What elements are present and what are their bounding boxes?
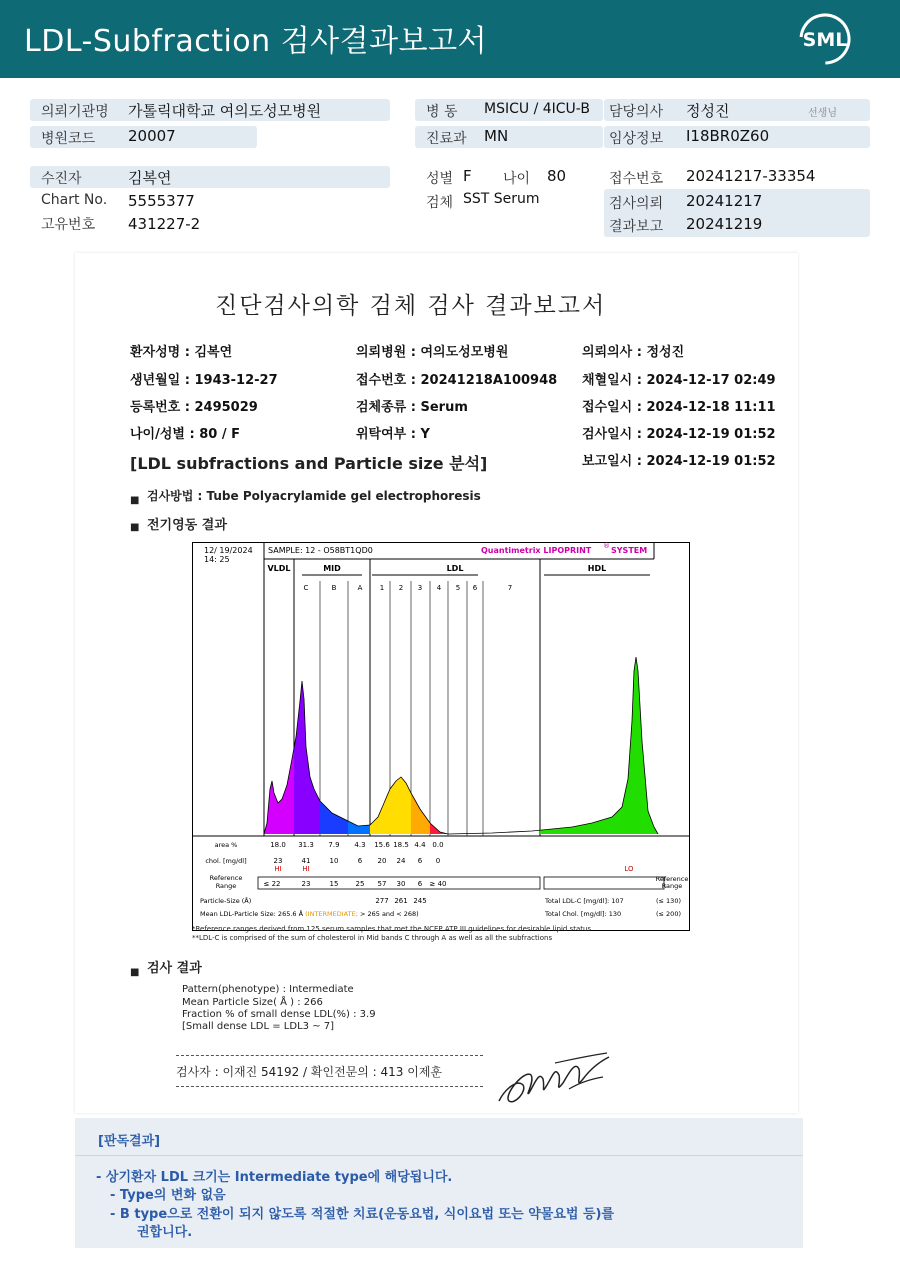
dept-value: MN (484, 127, 509, 145)
ref-label-right: Range (661, 882, 683, 890)
flag-hi: HI (302, 865, 310, 873)
graph-reg: ® (603, 542, 610, 550)
area-band-b (320, 801, 348, 834)
header-bar (0, 0, 900, 78)
inst-value: 가톨릭대학교 여의도성모병원 (128, 102, 322, 120)
opinion-line-2: - Type의 변화 없음 (110, 1188, 226, 1203)
ref-value: 30 (396, 880, 406, 888)
graph-time: 14: 25 (204, 555, 230, 564)
clin-label: 임상정보 (609, 131, 664, 147)
report-subtitle: [LDL subfractions and Particle size 분석] (130, 454, 488, 473)
ref-label-right: Reference (655, 875, 689, 883)
result-fraction: Fraction % of small dense LDL(%) : 3.9 (182, 1009, 376, 1020)
area-value: 0.0 (432, 841, 444, 849)
report-hospital: 의뢰병원 : 여의도성모병원 (356, 345, 509, 360)
psize-value: 261 (394, 897, 408, 905)
band-patient (30, 166, 390, 188)
bullet-icon: ■ (130, 522, 140, 533)
chol-value: 10 (329, 857, 339, 865)
area-ldl-1-2 (370, 777, 411, 834)
ref-box-hdl (544, 877, 664, 889)
total-ldl-ref: (≤ 130) (656, 897, 681, 905)
mean-size (200, 909, 419, 918)
chol-label: chol. [mg/dl] (205, 857, 247, 865)
opinion-line-4: 권합니다. (137, 1225, 193, 1240)
sex-label: 성별 (426, 171, 454, 187)
graph-sample: SAMPLE: 12 - O58BT1QD0 (268, 546, 373, 555)
res-label: 결과보고 (609, 219, 664, 235)
sign-line-top (176, 1055, 483, 1056)
report-test-time: 검사일시 : 2024-12-19 01:52 (582, 427, 776, 442)
flag-lo: LO (624, 865, 634, 873)
recv-label: 접수번호 (609, 171, 664, 187)
total-chol: Total Chol. [mg/dl]: 130 (545, 910, 622, 918)
band-label-B: B (331, 584, 337, 592)
opinion-divider (75, 1155, 803, 1156)
embedded-report (75, 253, 798, 1113)
band-label-7: 7 (507, 584, 513, 592)
report-age: 나이/성별 : 80 / F (130, 427, 241, 442)
electrophoresis-chart (192, 541, 692, 949)
area-value: 18.0 (270, 841, 286, 849)
result-mean-size: Mean Particle Size( Å ) : 266 (182, 997, 323, 1008)
sex-value: F (463, 167, 472, 185)
uid-label: 고유번호 (41, 217, 96, 233)
area-value: 15.6 (374, 841, 390, 849)
area-value: 7.9 (328, 841, 340, 849)
report-spec: 검체종류 : Serum (356, 400, 468, 415)
doctor-suffix: 선생님 (808, 108, 837, 119)
chol-value: 6 (417, 857, 423, 865)
ref-value: 15 (329, 880, 339, 888)
chol-value: 6 (357, 857, 363, 865)
doctor-label: 담당의사 (609, 104, 664, 120)
chol-value: 41 (301, 857, 311, 865)
total-ldl: Total LDL-C [mg/dl]: 107 (545, 897, 624, 905)
band-label-4: 4 (436, 584, 442, 592)
mean-size-tag: (INTERMEDIATE; (305, 910, 358, 918)
band-label-5: 5 (455, 584, 461, 592)
report-report-time: 보고일시 : 2024-12-19 01:52 (582, 454, 776, 469)
patient-label: 수진자 (41, 171, 82, 187)
recv-value: 20241217-33354 (686, 167, 816, 185)
area-ldl-3 (411, 793, 430, 834)
patient-value: 김복연 (128, 169, 172, 187)
chart-label: Chart No. (41, 192, 108, 208)
opinion-line-1: - 상기환자 LDL 크기는 Intermediate type에 해당됩니다. (96, 1170, 453, 1185)
ref-value: 6 (417, 880, 423, 888)
chol-value: 24 (396, 857, 406, 865)
signature (495, 1049, 615, 1111)
area-value: 4.4 (414, 841, 426, 849)
ref-value: ≥ 40 (429, 880, 447, 888)
chol-value: 20 (377, 857, 387, 865)
bullet-icon: ■ (130, 495, 140, 506)
psize-label: Particle-Size (Å) (200, 897, 252, 905)
req-label: 검사의뢰 (609, 196, 664, 212)
opinion-panel (75, 1118, 803, 1248)
ward-value: MSICU / 4ICU-B (484, 101, 590, 117)
band-label-6: 6 (472, 584, 478, 592)
graph-brand-2: SYSTEM (611, 546, 648, 555)
psize-value: 245 (413, 897, 427, 905)
report-draw: 채혈일시 : 2024-12-17 02:49 (582, 373, 776, 388)
area-label: area % (214, 841, 238, 849)
chart-value: 5555377 (128, 192, 195, 210)
sml-logo (796, 12, 854, 66)
report-patient: 환자성명 : 김복연 (130, 345, 233, 360)
sign-text: 검사자 : 이재진 54192 / 확인전문의 : 413 이제훈 (176, 1065, 443, 1079)
area-value: 4.3 (354, 841, 366, 849)
ref-value: ≤ 22 (263, 880, 281, 888)
inst-label: 의뢰기관명 (41, 104, 109, 120)
spec-label: 검체 (426, 195, 454, 211)
ref-value: 57 (377, 880, 387, 888)
mean-size-range: > 265 and < 268) (357, 910, 419, 918)
total-chol-ref: (≤ 200) (656, 910, 681, 918)
report-consign: 위탁여부 : Y (356, 427, 430, 442)
age-label: 나이 (503, 171, 531, 187)
band-label-1: 1 (379, 584, 385, 592)
group-label-vldl: VLDL (267, 564, 291, 573)
area-value: 18.5 (393, 841, 409, 849)
area-vldl (264, 748, 294, 834)
report-recv-time: 접수일시 : 2024-12-18 11:11 (582, 400, 776, 415)
group-label-mid: MID (323, 564, 341, 573)
area-hdl (540, 657, 658, 834)
res-value: 20241219 (686, 215, 763, 233)
dept-label: 진료과 (426, 131, 467, 147)
report-recv: 접수번호 : 20241218A100948 (356, 373, 558, 388)
graph-note-2: **LDL-C is comprised of the sum of cholesterol in Mid bands C through A as well as all the subfractions (192, 934, 553, 942)
area-ldl-4 (430, 823, 448, 834)
hcode-value: 20007 (128, 127, 176, 145)
band-label-2: 2 (398, 584, 404, 592)
req-value: 20241217 (686, 192, 763, 210)
hcode-label: 병원코드 (41, 131, 96, 147)
bullet-icon: ■ (130, 967, 140, 978)
result-sdldl: [Small dense LDL = LDL3 ~ 7] (182, 1021, 335, 1032)
group-label-hdl: HDL (587, 564, 607, 573)
clin-value: I18BR0Z60 (686, 127, 770, 145)
ward-label: 병 동 (426, 104, 458, 120)
opinion-line-3: - B type으로 전환이 되지 않도록 적절한 치료(운동요법, 식이요법 또는 약물요법 등)를 (110, 1207, 615, 1222)
graph-note-1: *Reference ranges derived from 125 serum samples that met the NCEP ATP III guidelines for desirable lipid status (192, 925, 592, 933)
report-birth: 생년월일 : 1943-12-27 (130, 373, 278, 388)
method-text: 검사방법 : Tube Polyacrylamide gel electrophoresis (147, 489, 481, 503)
ref-value: 23 (301, 880, 311, 888)
sign-line-bottom (176, 1086, 483, 1087)
band-label-C: C (303, 584, 309, 592)
uid-value: 431227-2 (128, 215, 201, 233)
report-title: 진단검사의학 검체 검사 결과보고서 (215, 293, 607, 319)
result-heading: 검사 결과 (147, 961, 202, 976)
doctor-value: 정성진 (686, 102, 730, 120)
area-value: 31.3 (298, 841, 314, 849)
graph-brand: Quantimetrix LIPOPRINT (481, 546, 592, 555)
psize-value: 277 (375, 897, 389, 905)
opinion-title: [판독결과] (98, 1134, 161, 1149)
flag-hi: HI (274, 865, 282, 873)
ref-label: Range (215, 882, 237, 890)
chol-value: 0 (435, 857, 441, 865)
chol-value: 23 (273, 857, 283, 865)
logo-text: SML (802, 29, 848, 51)
ref-value: 25 (355, 880, 365, 888)
report-doctor: 의뢰의사 : 정성진 (582, 345, 685, 360)
age-value: 80 (547, 167, 567, 185)
result-pattern: Pattern(phenotype) : Intermediate (182, 984, 354, 995)
mean-size-value: Mean LDL-Particle Size: 265.6 Å (200, 910, 306, 918)
graph-date: 12/ 19/2024 (204, 546, 253, 555)
ref-label: Reference (209, 874, 243, 882)
page-title: LDL-Subfraction 검사결과보고서 (24, 24, 488, 59)
band-label-3: 3 (417, 584, 423, 592)
report-reg: 등록번호 : 2495029 (130, 400, 258, 415)
chart-frame (193, 543, 690, 931)
group-label-ldl: LDL (446, 564, 464, 573)
elec-heading: 전기영동 결과 (147, 518, 227, 533)
band-label-A: A (357, 584, 363, 592)
spec-value: SST Serum (463, 191, 540, 207)
